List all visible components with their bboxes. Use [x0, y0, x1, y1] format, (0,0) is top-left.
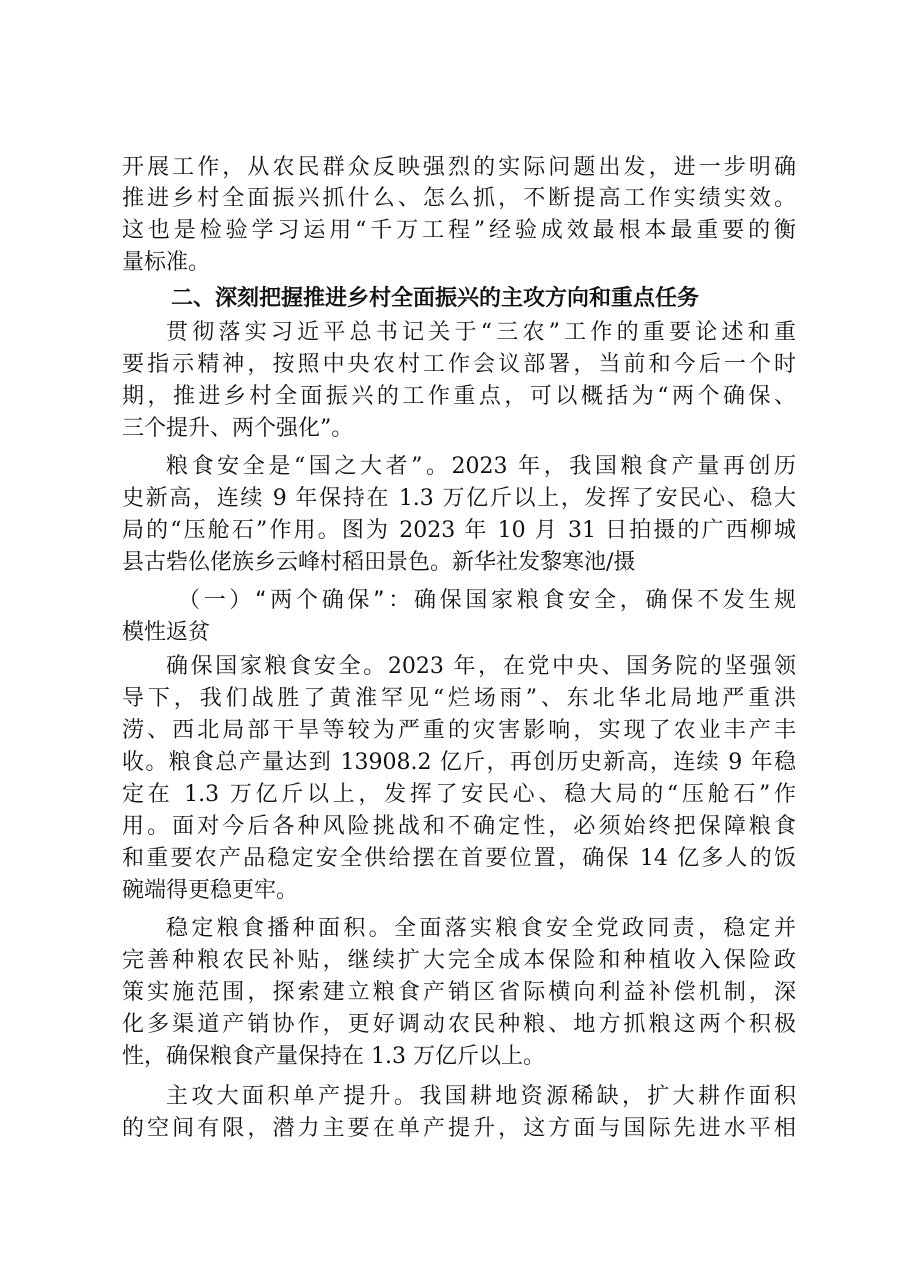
paragraph-line: 导下，我们战胜了黄淮罕见“烂场雨”、东北华北局地严重洪	[122, 686, 796, 711]
paragraph-line: 确保国家粮食安全。2023 年，在党中央、国务院的坚强领	[166, 654, 796, 679]
paragraph-line: 局的“压舱石”作用。图为 2023 年 10 月 31 日拍摄的广西柳城	[122, 518, 796, 543]
subsection-heading: 模性返贫	[122, 620, 211, 645]
paragraph-line: 推进乡村全面振兴抓什么、怎么抓，不断提高工作实绩实效。	[122, 186, 796, 211]
section-heading: 二、深刻把握推进乡村全面振兴的主攻方向和重点任务	[171, 286, 700, 311]
paragraph-line: 稳定粮食播种面积。全面落实粮食安全党政同责，稳定并	[166, 916, 796, 941]
paragraph-line: 史新高，连续 9 年保持在 1.3 万亿斤以上，发挥了安民心、稳大	[122, 486, 796, 511]
paragraph-line: 完善种粮农民补贴，继续扩大完全成本保险和种植收入保险政	[122, 948, 796, 973]
paragraph-line: 化多渠道产销协作，更好调动农民种粮、地方抓粮这两个积极	[122, 1012, 796, 1037]
paragraph-line: 三个提升、两个强化”。	[122, 416, 354, 441]
paragraph-line: 要指示精神，按照中央农村工作会议部署，当前和今后一个时	[122, 352, 796, 377]
paragraph-line: 碗端得更稳更牢。	[122, 878, 299, 903]
paragraph-line: 贯彻落实习近平总书记关于“三农”工作的重要论述和重	[166, 320, 796, 345]
paragraph-line: 涝、西北局部干旱等较为严重的灾害影响，实现了农业丰产丰	[122, 718, 796, 743]
paragraph-line: 用。面对今后各种风险挑战和不确定性，必须始终把保障粮食	[122, 814, 796, 839]
subsection-heading: （一）“两个确保”：确保国家粮食安全，确保不发生规	[178, 588, 796, 613]
paragraph-line: 开展工作，从农民群众反映强烈的实际问题出发，进一步明确	[122, 155, 796, 180]
paragraph-line: 性，确保粮食产量保持在 1.3 万亿斤以上。	[122, 1044, 545, 1069]
paragraph-line: 粮食安全是“国之大者”。2023 年，我国粮食产量再创历	[166, 454, 796, 479]
paragraph-line: 策实施范围，探索建立粮食产销区省际横向利益补偿机制，深	[122, 980, 796, 1005]
paragraph-line: 和重要农产品稳定安全供给摆在首要位置，确保 14 亿多人的饭	[122, 846, 796, 871]
paragraph-line: 量标准。	[122, 250, 211, 275]
paragraph-line: 定在 1.3 万亿斤以上，发挥了安民心、稳大局的“压舱石”作	[122, 782, 796, 807]
paragraph-line: 这也是检验学习运用“千万工程”经验成效最根本最重要的衡	[122, 218, 796, 243]
paragraph-line: 主攻大面积单产提升。我国耕地资源稀缺，扩大耕作面积	[166, 1084, 796, 1109]
paragraph-line: 的空间有限，潜力主要在单产提升，这方面与国际先进水平相	[122, 1116, 796, 1141]
paragraph-line: 期，推进乡村全面振兴的工作重点，可以概括为“两个确保、	[122, 384, 796, 409]
paragraph-line: 县古砦仫佬族乡云峰村稻田景色。新华社发黎寒池/摄	[122, 550, 636, 575]
paragraph-line: 收。粮食总产量达到 13908.2 亿斤，再创历史新高，连续 9 年稳	[122, 750, 796, 775]
